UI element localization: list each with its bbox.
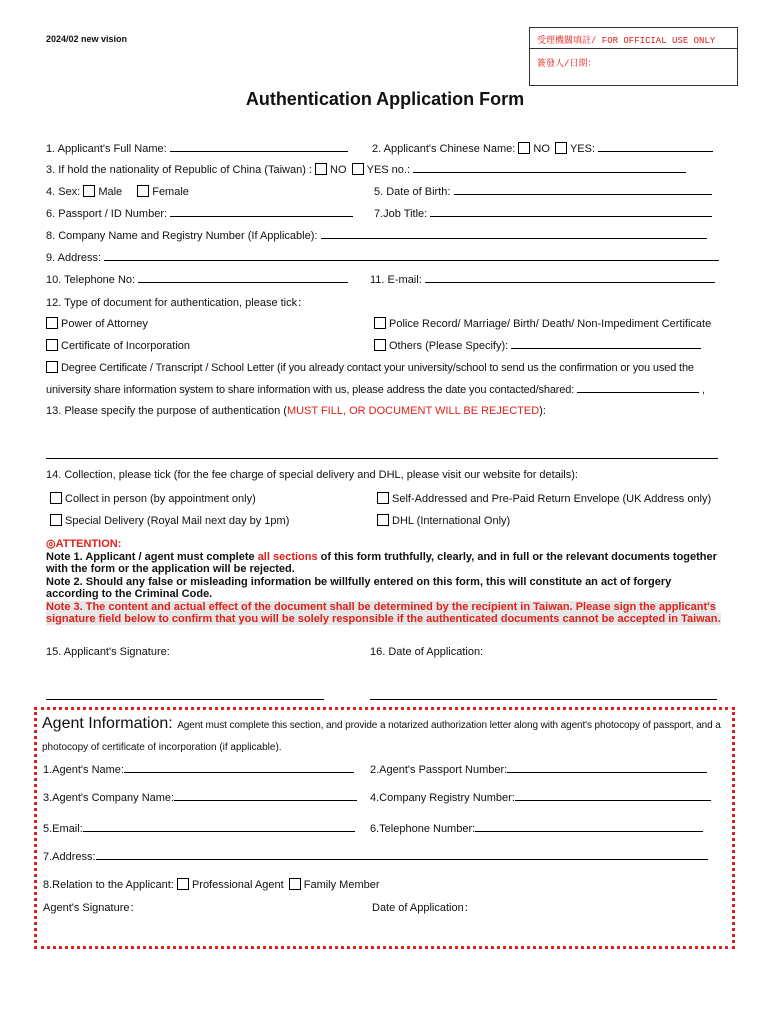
agent-registry-field[interactable] xyxy=(370,791,711,804)
doc-poa-checkbox[interactable] xyxy=(46,317,58,329)
sex-male-label: Male xyxy=(98,186,123,198)
company-line xyxy=(321,229,707,239)
purpose-warning: MUST FILL, OR DOCUMENT WILL BE REJECTED xyxy=(286,405,540,417)
official-use-label: 受理機關填註/ FOR OFFICIAL USE ONLY xyxy=(530,28,737,49)
telephone-label: 10. Telephone No: xyxy=(46,274,136,286)
passport-line xyxy=(170,207,353,217)
note-1-text-a: Note 1. Applicant / agent must complete xyxy=(46,550,258,563)
email-line xyxy=(425,273,715,283)
collection-heading: 14. Collection, please tick (for the fee charge of special delivery and DHL, please visit our website for details): xyxy=(46,469,578,481)
field-sex[interactable] xyxy=(46,185,189,198)
col-dhl-option[interactable] xyxy=(377,514,510,527)
agent-email-line xyxy=(83,822,355,832)
relation-professional-label: Professional Agent xyxy=(191,879,284,891)
sex-female-label: Female xyxy=(152,186,189,198)
nationality-yes-label: YES no.: xyxy=(366,164,411,176)
doc-poa-label: Power of Attorney xyxy=(61,318,148,330)
doc-police-label: Police Record/ Marriage/ Birth/ Death/ Non-Impediment Certificate xyxy=(389,318,712,330)
agent-name-line xyxy=(124,763,354,773)
agent-relation-label: 8.Relation to the Applicant: xyxy=(43,879,174,891)
nationality-yes-checkbox[interactable] xyxy=(352,163,364,175)
note-1 xyxy=(46,551,726,576)
purpose-heading xyxy=(46,405,546,417)
doc-degree-checkbox[interactable] xyxy=(46,361,58,373)
agent-company-label: 3.Agent's Company Name: xyxy=(43,792,175,804)
note-3 xyxy=(46,601,726,626)
doc-inc-checkbox[interactable] xyxy=(46,339,58,351)
purpose-label: 13. Please specify the purpose of authentication ( xyxy=(46,405,287,417)
chinese-name-yes-label: YES: xyxy=(569,143,596,155)
doc-others-label: Others (Please Specify): xyxy=(389,340,509,352)
sex-female-checkbox[interactable] xyxy=(137,185,149,197)
agent-email-field[interactable] xyxy=(43,822,355,835)
agent-email-label: 5.Email: xyxy=(43,823,83,835)
agent-intro xyxy=(42,715,721,733)
note-1-text-b: of this form truthfully, clearly, and in full or the relevant documents together with the form or the application will be rejected. xyxy=(46,550,717,575)
chinese-name-line xyxy=(598,142,713,152)
doc-inc-option[interactable] xyxy=(46,339,190,352)
field-dob[interactable] xyxy=(374,185,712,198)
col-dhl-label: DHL (International Only) xyxy=(392,515,511,527)
agent-signature-label: Agent's Signature： xyxy=(43,902,141,914)
agent-company-field[interactable] xyxy=(43,791,357,804)
agent-phone-label: 6.Telephone Number: xyxy=(370,823,476,835)
official-use-box xyxy=(529,27,738,86)
doc-type-heading: 12. Type of document for authentication, please tick： xyxy=(46,297,309,309)
doc-degree-date-line xyxy=(577,383,699,393)
col-dhl-checkbox[interactable] xyxy=(377,514,389,526)
agent-intro-text: Agent must complete this section, and provide a notarized authorization letter along with agent's photocopy of passport, and a xyxy=(177,720,721,731)
chinese-name-no-label: NO xyxy=(533,143,550,155)
col-self-option[interactable] xyxy=(377,492,711,505)
field-job-title[interactable] xyxy=(374,207,712,220)
chinese-name-no-checkbox[interactable] xyxy=(518,142,530,154)
col-person-label: Collect in person (by appointment only) xyxy=(65,493,256,505)
applicant-signature-label: 15. Applicant's Signature: xyxy=(46,646,170,658)
field-passport[interactable] xyxy=(46,207,353,220)
job-title-line xyxy=(430,207,712,217)
nationality-line xyxy=(413,163,686,173)
application-date-label: 16. Date of Application: xyxy=(370,646,484,658)
doc-poa-option[interactable] xyxy=(46,317,148,330)
dob-label: 5. Date of Birth: xyxy=(374,186,451,198)
doc-degree-option[interactable] xyxy=(46,361,694,374)
col-royal-option[interactable] xyxy=(50,514,289,527)
agent-registry-line xyxy=(515,791,711,801)
version-label: 2024/02 new vision xyxy=(46,34,128,44)
doc-police-checkbox[interactable] xyxy=(374,317,386,329)
field-telephone[interactable] xyxy=(46,273,348,286)
nationality-no-checkbox[interactable] xyxy=(315,163,327,175)
dob-line xyxy=(454,185,712,195)
agent-passport-label: 2.Agent's Passport Number: xyxy=(370,764,508,776)
agent-address-label: 7.Address: xyxy=(43,851,96,863)
col-person-checkbox[interactable] xyxy=(50,492,62,504)
purpose-label-end: ): xyxy=(539,405,546,417)
sex-label: 4. Sex: xyxy=(46,186,81,198)
nationality-label: 3. If hold the nationality of Republic of China (Taiwan) : xyxy=(46,164,312,176)
job-title-label: 7.Job Title: xyxy=(374,208,428,220)
agent-date-label: Date of Application： xyxy=(372,902,475,914)
purpose-line[interactable] xyxy=(46,458,718,459)
agent-address-line xyxy=(96,850,708,860)
form-title: Authentication Application Form xyxy=(245,89,525,109)
chinese-name-label: 2. Applicant's Chinese Name: xyxy=(372,143,516,155)
relation-family-checkbox[interactable] xyxy=(289,878,301,890)
doc-degree-date-field[interactable] xyxy=(46,383,705,396)
agent-heading: Agent Information: xyxy=(42,715,173,732)
agent-intro-text-2: photocopy of certificate of incorporation (if applicable). xyxy=(42,742,282,753)
nationality-no-label: NO xyxy=(330,164,347,176)
agent-relation-field[interactable] xyxy=(43,878,380,891)
field-company[interactable] xyxy=(46,229,707,242)
note-2: Note 2. Should any false or misleading information be willfully entered on this form, this will constitute an act of forgery according to the Criminal Code. xyxy=(46,575,672,600)
agent-passport-line xyxy=(507,763,707,773)
address-line xyxy=(104,251,719,261)
doc-others-option[interactable] xyxy=(374,339,701,352)
doc-degree-date-comma: , xyxy=(701,384,705,396)
doc-police-option[interactable] xyxy=(374,317,711,330)
application-date-line[interactable] xyxy=(370,699,717,700)
field-nationality[interactable] xyxy=(46,163,686,176)
applicant-signature-line[interactable] xyxy=(46,699,324,700)
doc-others-checkbox[interactable] xyxy=(374,339,386,351)
agent-address-field[interactable] xyxy=(43,850,708,863)
field-full-name[interactable] xyxy=(46,142,348,155)
relation-professional-checkbox[interactable] xyxy=(177,878,189,890)
company-label: 8. Company Name and Registry Number (If Applicable): xyxy=(46,230,318,242)
doc-inc-label: Certificate of Incorporation xyxy=(61,340,191,352)
note-1-highlight: all sections xyxy=(257,550,318,563)
doc-degree-date-label: university share information system to share information with us, please address the date you contacted/shared: xyxy=(46,384,575,396)
telephone-line xyxy=(138,273,348,283)
col-royal-checkbox[interactable] xyxy=(50,514,62,526)
passport-label: 6. Passport / ID Number: xyxy=(46,208,168,220)
agent-phone-line xyxy=(475,822,703,832)
field-email[interactable] xyxy=(370,273,715,286)
address-label: 9. Address: xyxy=(46,252,102,264)
field-chinese-name[interactable] xyxy=(372,142,713,155)
chinese-name-yes-checkbox[interactable] xyxy=(555,142,567,154)
agent-passport-field[interactable] xyxy=(370,763,707,776)
full-name-line xyxy=(170,142,348,152)
email-label: 11. E-mail: xyxy=(370,274,422,286)
attention-heading: ◎ATTENTION: xyxy=(46,538,122,550)
agent-name-field[interactable] xyxy=(43,763,354,776)
agent-registry-label: 4.Company Registry Number: xyxy=(370,792,515,804)
agent-company-line xyxy=(174,791,357,801)
col-royal-label: Special Delivery (Royal Mail next day by 1pm) xyxy=(65,515,290,527)
sex-male-checkbox[interactable] xyxy=(83,185,95,197)
note-3-text: Note 3. The content and actual effect of the document shall be determined by the recipient in Taiwan. Please sign the applicant's signature field below to confirm that you will be solely responsible if the authenticated documents cannot be accepted in Taiwan. xyxy=(46,600,721,625)
col-person-option[interactable] xyxy=(50,492,256,505)
doc-degree-label: Degree Certificate / Transcript / School Letter (if you already contact your university/school to send us the confirmation or you used the xyxy=(61,362,694,374)
doc-others-line xyxy=(511,339,701,349)
issuer-date-label: 簽發人/日期： xyxy=(537,59,597,69)
relation-family-label: Family Member xyxy=(303,879,380,891)
agent-phone-field[interactable] xyxy=(370,822,703,835)
field-address[interactable] xyxy=(46,251,719,264)
agent-name-label: 1.Agent's Name: xyxy=(43,764,124,776)
col-self-checkbox[interactable] xyxy=(377,492,389,504)
col-self-label: Self-Addressed and Pre-Paid Return Envelope (UK Address only) xyxy=(392,493,712,505)
attention-notes xyxy=(46,538,726,626)
full-name-label: 1. Applicant's Full Name: xyxy=(46,143,167,155)
